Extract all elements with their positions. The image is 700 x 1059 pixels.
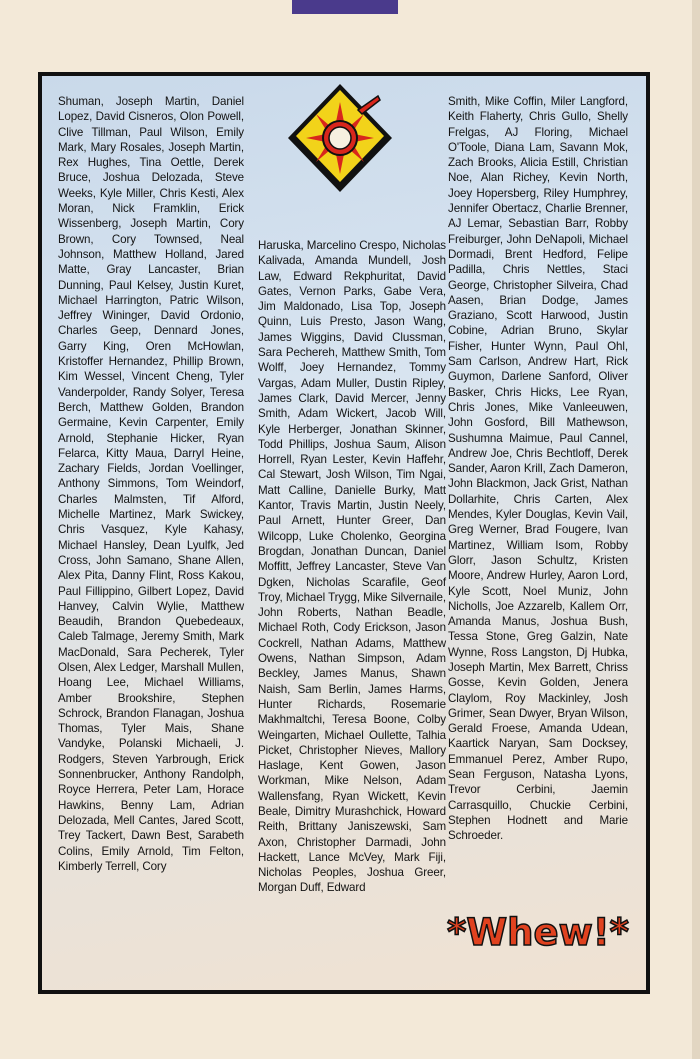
top-color-tab <box>292 0 398 14</box>
whew-text: *Whew!* <box>446 911 629 954</box>
credits-column-3: Smith, Mike Coffin, Miler Langford, Keith Flaherty, Chris Gullo, Shelly Frelgas, AJ Floring, Michael O'Toole, Diana Lam, Savann Mok, Zach Brooks, Alicia Estill, Christian Noe, Alan Richey, Kevin North, Joey Hopersberg, Riley Humphrey, Jennifer Obertacz, Charlie Brenner, AJ Lemar, Sebastian Barr, Robby Freiburger, John DeNapoli, Michael Dormadi, Brent Hedford, Felipe Padilla, Chris Nettles, Staci George, Christopher Silveira, Chad Aasen, Brian Dodge, James Graziano, Scott Harwood, Justin Cobine, Adrian Bruno, Skylar Fisher, Hunter Wynn, Paul Ohl, Sam Carlson, Andrew Hart, Rick Guymon, Darlene Sanford, Oliver Basker, Chris Hicks, Lee Ryan, Chris Jones, Mike Vanleeuwen, John Gosford, Bill Mathewson, Sushumna Maimue, Paul Cannel, Andrew Joe, Chris Bechtloff, Derek Sander, Aaron Krill, Zach Dameron, John Blackmon, Jack Grist, Nathan Dollarhite, Chris Carten, Alex Mendes, Kyler Douglas, Kevin Vail, Greg Werner, Brad Fougere, Ivan Martinez, William Isom, Robby Glorr, Jason Schultz, Kristen Moore, Andrew Hurley, Aaron Lord, Kyle Scott, Noel Muniz, John Nicholls, Joe Azzarelb, Kallem Orr, Amanda Manus, Joshua Bush, Tessa Stone, Greg Galzin, Nate Wynne, Ross Langston, Dj Hubka, Joseph Martin, Mex Barrett, Chriss Gosse, Kevin Golden, Jenera Claylom, Roy Mackinley, Josh Grimer, Sean Dwyer, Bryan Wilson, Gerald Froese, Amanda Udean, Kaartick Naryan, Sam Docksey, Emmanuel Perez, Amber Rupo, Sean Ferguson, Natasha Lyons, Trevor Cerbini, Jaemin Carrasquillo, Chuckie Cerbini, Stephen Hodnett and Marie Schroeder. <box>448 95 628 843</box>
whew-exclamation <box>440 902 636 964</box>
credits-panel <box>38 72 650 994</box>
sun-diamond-logo-icon <box>280 80 400 200</box>
paper-edge <box>692 0 700 1059</box>
credits-column-1: Shuman, Joseph Martin, Daniel Lopez, David Cisneros, Olon Powell, Clive Tillman, Paul Wilson, Emily Mark, Mary Rosales, Joseph Martin, Rex Hughes, Tina Oettle, Derek Bruce, Joshua Delozada, Steve Weeks, Kyle Miller, Chris Kesti, Alex Moran, Nick Framklin, Erick Wissenberg, Joseph Martin, Cory Brown, Cory Townsed, Neal Johnson, Matthew Holland, Jared Matte, Gray Lancaster, Brian Dunning, Paul Kelsey, Justin Kuret, Michael Harrington, Patric Wilson, Jeffrey Wininger, David Ordonio, Charles Geep, Dennard Jones, Garry King, Oren McHowlan, Kristoffer Hernandez, Phillip Brown, Kim Wessel, Vincent Cheng, Tyler Vanderpolder, Randy Solyer, Teresa Berch, Matthew Golden, Brandon Germaine, Kevin Carpenter, Emily Arnold, Stephanie Hicker, Ryan Felarca, Kitty Maua, Darryl Heine, Zachary Fields, Jordan Voellinger, Anthony Simmons, Tom Weindorf, Charles Malmsten, Tif Alford, Michelle Martinez, Mark Swickey, Chris Vasquez, Kyle Kahasy, Michael Hansley, Dean Lyulfk, Jed Cross, John Samano, Shane Allen, Alex Pita, Danny Flint, Ross Kakou, Paul Fillippino, Gilbert Lopez, David Hanvey, Calvin Wylie, Matthew Beaudih, Brandon Quebedeaux, Caleb Talmage, Jeremy Smith, Mark MacDonald, Sara Pecherek, Tyler Olsen, Alex Ledger, Marshall Mullen, Hoang Lee, Michael Williams, Amber Brookshire, Stephen Schrock, Brandon Flanagan, Joshua Thomas, Tyler Mais, Shane Vandyke, Polanski Michaeli, J. Rodgers, Steven Yarbrough, Erick Sonnenbrucker, Anthony Randolph, Royce Herrera, Peter Lam, Horace Hawkins, Benny Lam, Adrian Delozada, Mell Cantes, Jared Scott, Trey Tackert, Dawn Best, Sarabeth Colins, Emily Arnold, Tim Felton, Kimberly Terrell, Cory <box>58 95 244 873</box>
credits-column-2: Haruska, Marcelino Crespo, Nicholas Kalivada, Amanda Mundell, Josh Law, Edward Rekphuritat, David Gates, Vernon Parks, Gabe Vera, Jim Maldonado, Lisa Top, Joseph Quinn, Luis Presto, Jason Wang, James Wiggins, David Clussman, Sara Pechereh, Matthew Smith, Tom Wolff, Joey Hernandez, Tommy Vargas, Adam Muller, Dustin Ripley, James Clark, David Mercer, Jenny Smith, Adam Wickert, Jacob Will, Kyle Herberger, Jonathan Skinner, Todd Phillips, Joshua Saum, Alison Horrell, Ryan Lester, Kevin Haffehr, Cal Stewart, Josh Wilson, Tim Ngai, Matt Calline, Danielle Burky, Matt Kantor, Travis Martin, Justin Neely, Paul Arnett, Hunter Greer, Dan Wilcopp, Luke Cholenko, Georgina Brogdan, Jonathan Duncan, Daniel Moffitt, Jeffrey Lancaster, Steve Van Dgken, Nicholas Scarafile, Geof Troy, Michael Trygg, Mike Silvernaile, John Roberts, Nathan Beadle, Michael Roth, Cody Erickson, Jason Cockrell, Nathan Adams, Matthew Owens, Nathan Simpson, Adam Beckley, James Manus, Shawn Naish, Sam Berlin, James Harms, Hunter Richards, Rosemarie Makhmaltchi, Teresa Boone, Colby Weingarten, Michael Oullette, Talhia Picket, Christopher Nieves, Mallory Haslage, Kent Gowen, Jason Workman, Mike Nelson, Adam Wallensfang, Ryan Wickett, Kevin Beale, Dimitry Murashchick, Howard Reith, Brittany Janiszewski, Sam Axon, Christopher Darmadi, John Hackett, Lance McVey, Mark Fiji, Nicholas Peoples, Joshua Greer, Morgan Duff, Edward <box>258 239 446 895</box>
